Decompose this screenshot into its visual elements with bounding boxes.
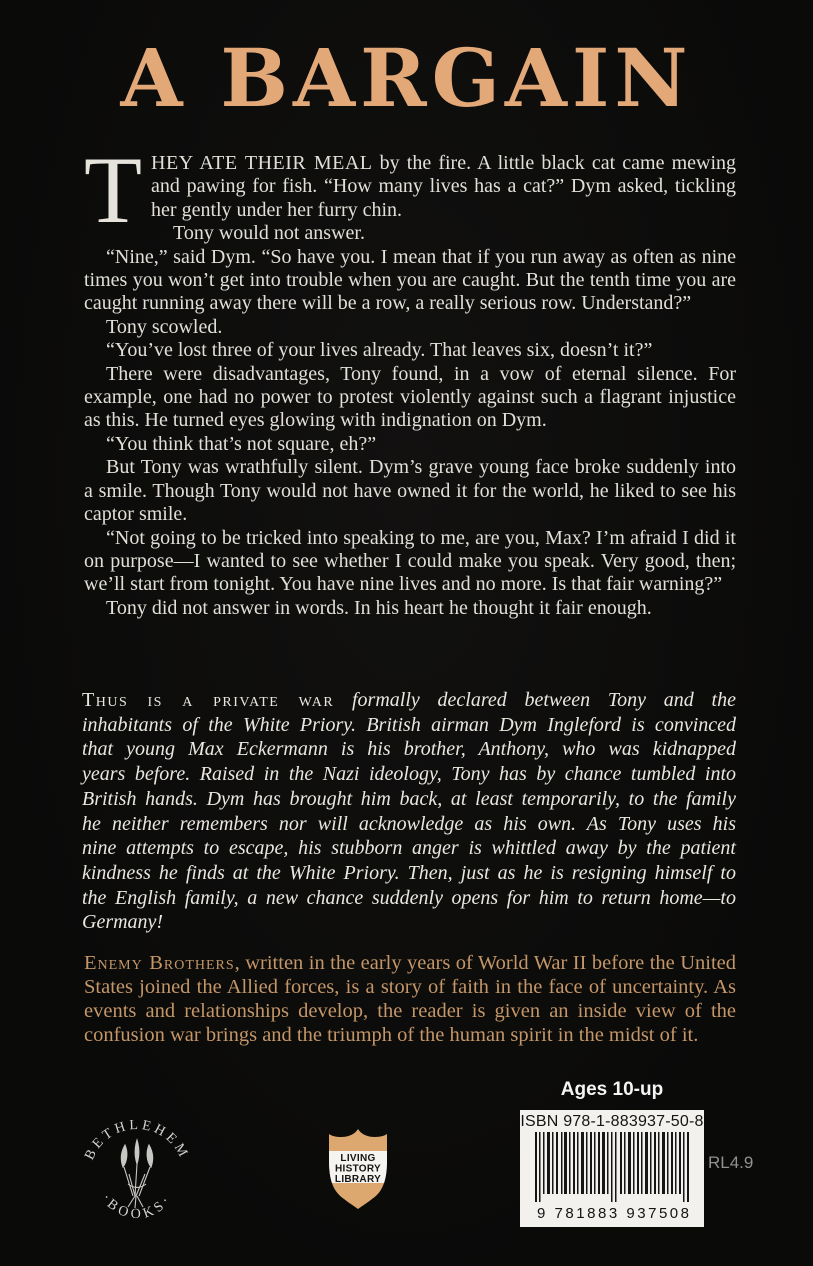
badge-line-1: LIVING bbox=[340, 1153, 376, 1164]
badge-line-3: LIBRARY bbox=[334, 1174, 382, 1185]
review bbox=[84, 951, 736, 1047]
barcode-icon bbox=[527, 1132, 697, 1224]
bethlehem-books-logo bbox=[80, 1112, 194, 1230]
page-title: A BARGAIN bbox=[120, 31, 693, 125]
badge-line-2: HISTORY bbox=[335, 1163, 381, 1175]
publisher-name-arc: BETHLEHEM bbox=[82, 1117, 192, 1163]
barcode-number: 9 781883 937508 bbox=[537, 1205, 689, 1222]
reading-level-label: RL4.9 bbox=[708, 1153, 754, 1172]
synopsis-lead: Thus is a private war bbox=[82, 689, 335, 711]
excerpt-paragraph: Tony did not answer in words. In his heart he thought it fair enough. bbox=[106, 596, 652, 619]
isbn-label: ISBN 978-1-883937-50-8 bbox=[520, 1113, 704, 1130]
excerpt bbox=[84, 137, 737, 620]
wheat-sheaf-icon bbox=[121, 1140, 152, 1208]
synopsis bbox=[82, 688, 736, 935]
excerpt-paragraph: “You think that’s not square, eh?” bbox=[106, 432, 377, 455]
excerpt-paragraph: “You’ve lost three of your lives already. That leaves six, doesn’t it?” bbox=[106, 339, 653, 362]
opening-lead-caps: HEY ATE THEIR MEAL bbox=[151, 152, 373, 174]
excerpt-paragraph: “Nine,” said Dym. “So have you. I mean that if you run away as often as nine times you won’t get into trouble when you are caught. But the tenth time you are caught running away there will be a row, a really serious row. Understand?” bbox=[84, 245, 736, 315]
excerpt-paragraph: Tony would not answer. bbox=[173, 222, 365, 245]
synopsis-body: formally declared between Tony and the inhabitants of the White Priory. British airman Dym Ingleford is convinced that young Max Eckermann is his brother, Anthony, who was kidnapped years before. Raised in the Nazi ideology, Tony has by chance tumbled into British hands. Dym has brought him back, at least temporarily, to the family he neither remembers nor will acknowledge as his own. As Tony uses his nine attempts to escape, his stubborn anger is whittled away by the patient kindness he finds at the White Priory. Then, just as he is resigning himself to the English family, a new chance suddenly opens for him to return home—to Germany! bbox=[82, 689, 736, 934]
living-history-library-badge bbox=[325, 1126, 391, 1212]
publisher-books-arc: ·BOOKS· bbox=[98, 1191, 176, 1223]
opening-rest: by the fire. A little black cat came mewing and pawing for fish. “How many lives has a cat?” Dym asked, tickling her gently under her furry chin. bbox=[151, 152, 737, 221]
excerpt-paragraph: But Tony was wrathfully silent. Dym’s grave young face broke suddenly into a smile. Though Tony would not have owned it for the world, he liked to see his captor smile. bbox=[84, 456, 736, 526]
excerpt-paragraphs bbox=[84, 222, 736, 620]
age-range-label: Ages 10-up bbox=[560, 1079, 664, 1100]
review-lead: Enemy Brothers bbox=[84, 952, 235, 974]
review-body: , written in the early years of World War II before the United States joined the Allied forces, is a story of faith in the face of uncertainty. As events and relationships develop, the reader is given an inside view of the confusion war brings and the triumph of the human spirit in the midst of it. bbox=[84, 952, 736, 1046]
excerpt-paragraph: “Not going to be tricked into speaking to me, are you, Max? I’m afraid I did it on purpose—I wanted to see whether I could make you speak. Very good, then; we’ll start from tonight. You have nine lives and no more. Is that fair warning?” bbox=[84, 526, 736, 596]
excerpt-paragraph: Tony scowled. bbox=[106, 315, 223, 338]
excerpt-paragraph: There were disadvantages, Tony found, in a vow of eternal silence. For example, one had no power to protest violently against such a flagrant injustice as this. He turned eyes glowing with indignation on Dym. bbox=[84, 362, 736, 432]
drop-cap: T bbox=[84, 137, 143, 243]
isbn-barcode-box bbox=[520, 1110, 704, 1227]
